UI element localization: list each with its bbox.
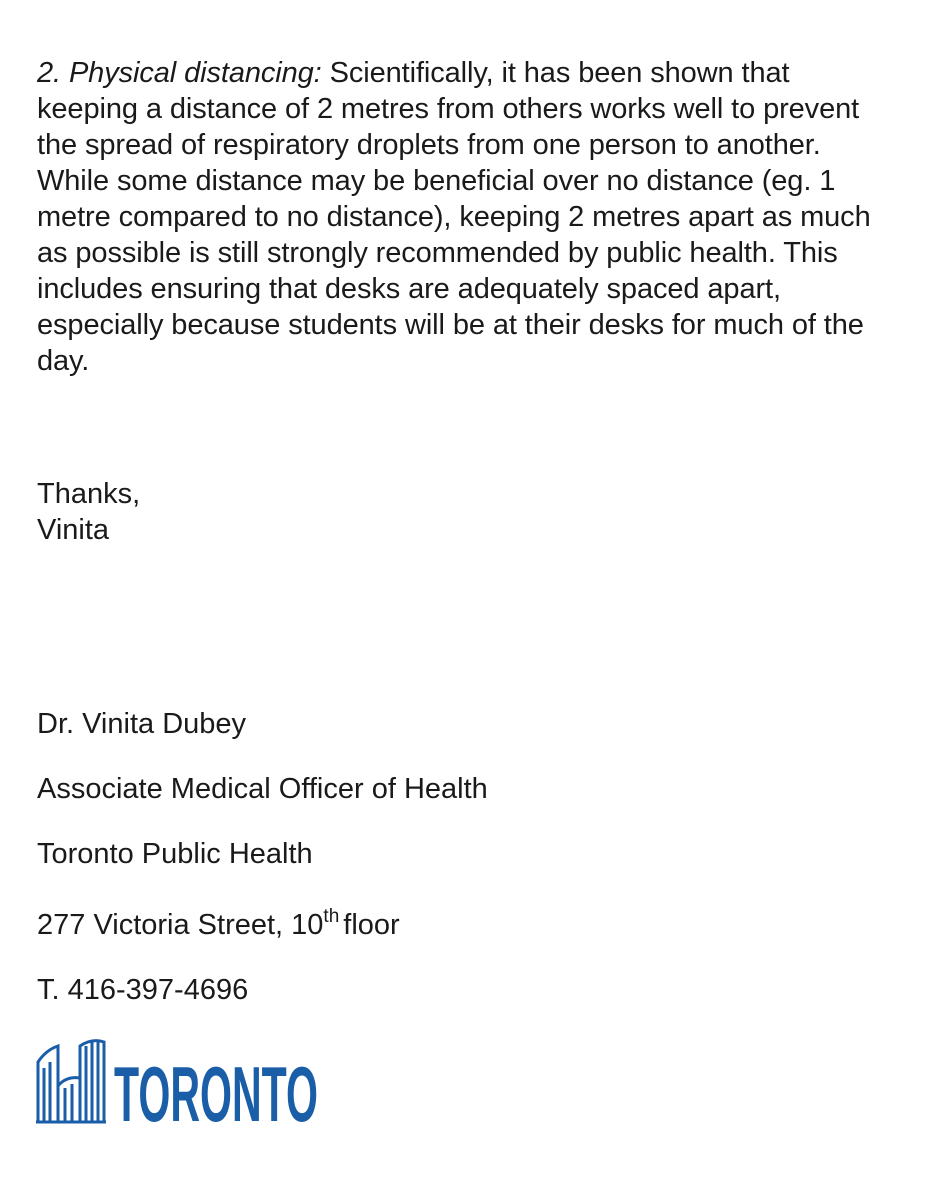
physical-distancing-paragraph (37, 55, 897, 379)
email-body (37, 55, 897, 379)
paragraph-heading: 2. Physical distancing: (37, 57, 322, 89)
address-suffix: floor (343, 909, 400, 941)
address-prefix: 277 Victoria Street, 10 (37, 909, 324, 941)
signature-name: Dr. Vinita Dubey (37, 708, 247, 740)
closing-thanks: Thanks, (37, 478, 141, 510)
signature-phone: T. 416-397-4696 (37, 974, 249, 1006)
signature-title: Associate Medical Officer of Health (37, 773, 488, 805)
toronto-logo (36, 1036, 321, 1138)
paragraph-text: Scientifically, it has been shown that keeping a distance of 2 metres from others works well to prevent the spread of respiratory droplets from one person to another. While some distance may be beneficial over no distance (eg. 1 metre compared to no distance), keeping 2 metres apart as much as possible is still strongly recommended by public health. This includes ensuring that desks are adequately spaced apart, especially because students will be at their desks for much of the day. (37, 57, 871, 377)
closing-name: Vinita (37, 514, 110, 546)
signature-organization: Toronto Public Health (37, 838, 313, 870)
address-superscript: th (323, 906, 340, 927)
closing (37, 476, 140, 548)
city-hall-icon (36, 1041, 106, 1122)
toronto-wordmark: TORONTO (114, 1050, 318, 1138)
signature-address (37, 907, 400, 947)
